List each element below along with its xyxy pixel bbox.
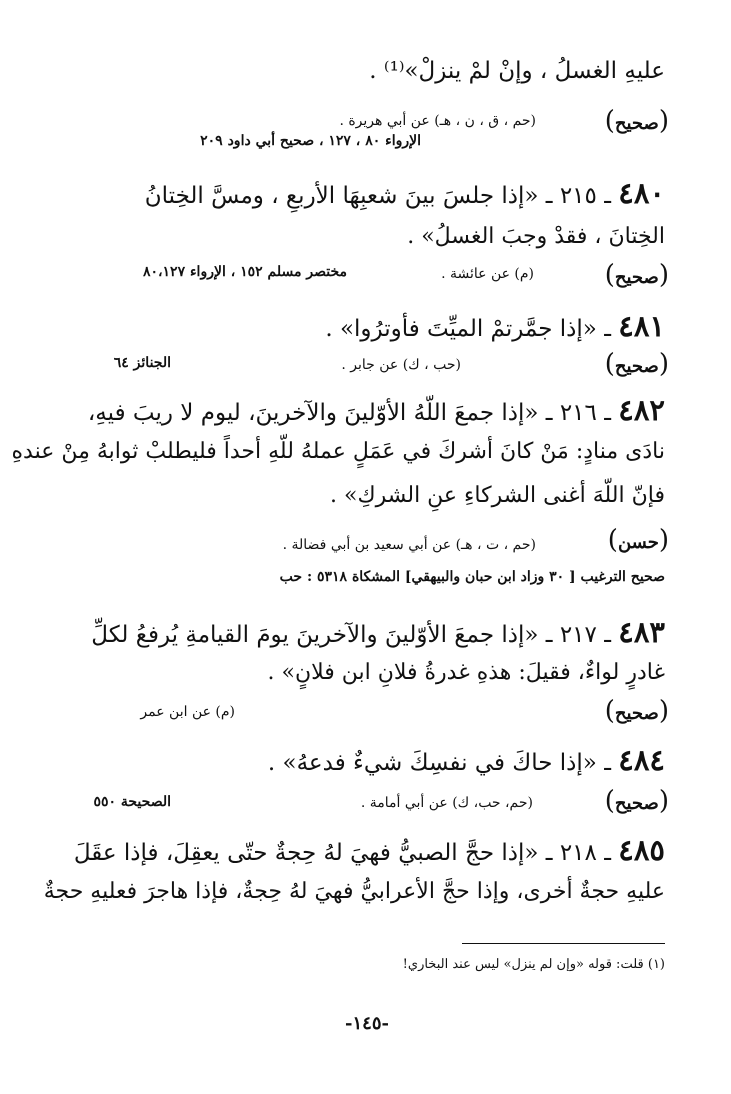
hadith-number: ٤٨٣ <box>618 615 665 649</box>
grade-badge: (صحيح) <box>604 260 669 290</box>
hadith-480-line-2: الخِتانَ ، فقدْ وجبَ الغسلُ» . <box>407 224 665 249</box>
hadith-number: ٤٨١ <box>618 309 665 343</box>
hadith-485-line-1: ٤٨٥ ـ ٢١٨ ـ «إذا حجَّ الصبيُّ فهيَ لهُ حِجةٌ حتّى يعقِلَ، فإذا عقَلَ <box>73 833 665 867</box>
hadith-source: (حم ، ت ، هـ) عن أبي سعيد بن أبي فضالة . <box>282 537 536 553</box>
hadith-source: (حم، حب، ك) عن أبي أمامة . <box>360 795 533 811</box>
grade-badge: (حسن) <box>607 525 669 555</box>
hadith-text: «إذا جلسَ بينَ شعبِهَا الأربعِ ، ومسَّ الخِتانُ <box>144 183 539 209</box>
hadith-references: مختصر مسلم ١٥٢ ، الإرواء ٨٠،١٢٧ <box>142 264 347 280</box>
hadith-text: «إذا حجَّ الصبيُّ فهيَ لهُ حِجةٌ حتّى يعقِلَ، فإذا عقَلَ <box>73 840 539 866</box>
grade-badge: (صحيح) <box>604 696 669 726</box>
hadith-source: (حم ، ق ، ن ، هـ) عن أبي هريرة . <box>339 113 536 129</box>
top-continuation-line: عليهِ الغسلُ ، وإنْ لمْ ينزلْ»⁽¹⁾ . <box>369 58 665 84</box>
hadith-480-line-1: ٤٨٠ ـ ٢١٥ ـ «إذا جلسَ بينَ شعبِهَا الأربعِ ، ومسَّ الخِتانُ <box>144 176 665 210</box>
hadith-references: الصحيحة ٥٥٠ <box>93 794 171 810</box>
hadith-source: (م) عن ابن عمر <box>140 704 235 720</box>
footnote: (١) قلت: قوله «وإن لم ينزل» ليس عند البخاري! <box>402 957 665 972</box>
hadith-text: «إذا حاكَ في نفسِكَ شيءٌ فدعهُ» . <box>267 750 597 776</box>
grade-badge: (صحيح) <box>604 106 669 136</box>
hadith-source: (حب ، ك) عن جابر . <box>341 357 461 373</box>
grade-badge: (صحيح) <box>604 786 669 816</box>
grade-badge: (صحيح) <box>604 349 669 379</box>
hadith-482-line-2: نادَى منادٍ: مَنْ كانَ أشركَ في عَمَلٍ عملهُ للّهِ أحداً فليطلبْ ثوابهُ مِنْ عندهِ <box>11 439 665 464</box>
hadith-number: ٤٨٢ <box>618 393 665 427</box>
footnote-rule <box>462 943 665 944</box>
hadith-485-line-2: عليهِ حجةٌ أخرى، وإذا حجَّ الأعرابيُّ فهيَ لهُ حِجةٌ، فإذا هاجرَ فعليهِ حجةٌ <box>43 879 665 904</box>
hadith-references: صحيح الترغيب [ ٣٠ وزاد ابن حبان والبيهقي] المشكاة ٥٣١٨ : حب <box>279 569 665 585</box>
hadith-484-line-1: ٤٨٤ ـ «إذا حاكَ في نفسِكَ شيءٌ فدعهُ» . <box>267 743 665 777</box>
hadith-source: (م) عن عائشة . <box>441 266 534 282</box>
sub-number: ٢١٥ <box>559 183 597 209</box>
hadith-483-line-1: ٤٨٣ ـ ٢١٧ ـ «إذا جمعَ الأوّلينَ والآخرينَ يومَ القيامةِ يُرفعُ لكلِّ <box>91 615 665 649</box>
hadith-482-line-1: ٤٨٢ ـ ٢١٦ ـ «إذا جمعَ اللّهُ الأوّلينَ والآخرينَ، ليوم لا ريبَ فيهِ، <box>87 393 665 427</box>
hadith-references: الجنائز ٦٤ <box>113 355 171 371</box>
sub-number: ٢١٦ <box>559 400 597 426</box>
hadith-text: «إذا جمعَ الأوّلينَ والآخرينَ يومَ القيامةِ يُرفعُ لكلِّ <box>91 622 539 648</box>
hadith-references: الإرواء ٨٠ ، ١٢٧ ، صحيح أبي داود ٢٠٩ <box>200 133 421 149</box>
hadith-481-line-1: ٤٨١ ـ «إذا جمَّرتمْ الميِّتَ فأوترُوا» . <box>325 309 665 343</box>
hadith-number: ٤٨٤ <box>618 743 665 777</box>
hadith-482-line-3: فإنّ اللّهَ أغنى الشركاءِ عنِ الشركِ» . <box>330 483 665 508</box>
hadith-483-line-2: غادرٍ لواءٌ، فقيلَ: هذهِ غدرةُ فلانِ ابن فلانٍ» . <box>267 660 665 685</box>
sub-number: ٢١٨ <box>559 840 597 866</box>
sub-number: ٢١٧ <box>559 622 597 648</box>
page-number: -١٤٥- <box>345 1013 389 1034</box>
hadith-number: ٤٨٠ <box>618 176 665 210</box>
hadith-text: «إذا جمعَ اللّهُ الأوّلينَ والآخرينَ، ليوم لا ريبَ فيهِ، <box>87 400 539 426</box>
hadith-number: ٤٨٥ <box>618 833 665 867</box>
hadith-text: «إذا جمَّرتمْ الميِّتَ فأوترُوا» . <box>325 316 597 342</box>
